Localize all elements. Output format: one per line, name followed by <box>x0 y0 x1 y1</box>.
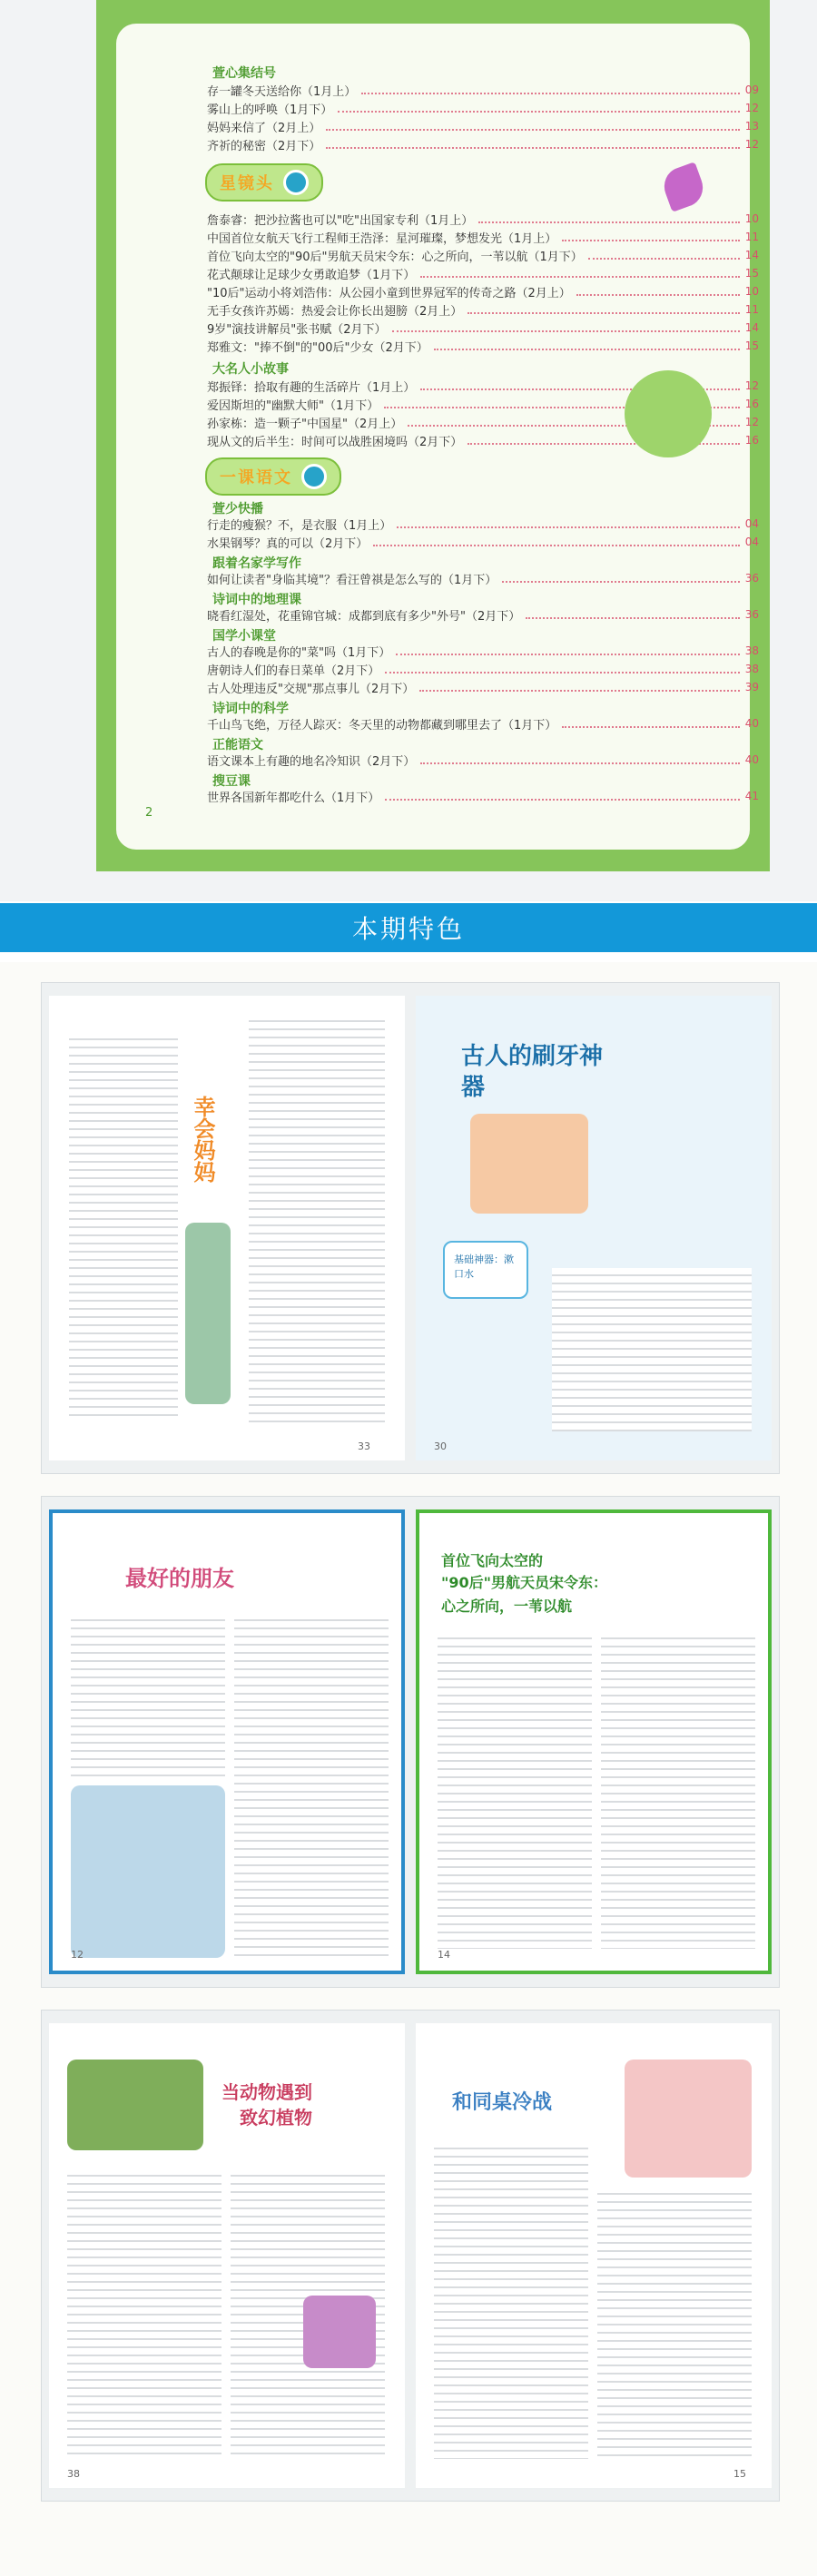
article-title: 心之所向，一苇以航 <box>441 1598 573 1615</box>
toc-row[interactable]: 水果钢琴？真的可以（2月下） 04 <box>207 536 759 551</box>
page-number: 14 <box>438 1949 450 1961</box>
toc-page <box>96 0 770 871</box>
toc-heading: 萱少快播 <box>212 502 263 516</box>
toc-row[interactable]: 千山鸟飞绝，万径人踪灭：冬天里的动物都藏到哪里去了（1月下） 40 <box>207 717 759 732</box>
preview-page <box>416 1509 772 1974</box>
toc-row[interactable]: 首位飞向太空的"90后"男航天员宋令东：心之所向，一苇以航（1月下） 14 <box>207 249 759 264</box>
article-title: 和同桌冷战 <box>452 2091 553 2114</box>
desk-illustration <box>625 2060 752 2178</box>
toc-card <box>116 24 759 850</box>
feature-band <box>0 903 817 952</box>
toc-row[interactable]: 语文课本上有趣的地名冷知识（2月下） 40 <box>207 753 759 769</box>
preview-page <box>49 996 405 1460</box>
toc-heading: 萱心集结号 <box>212 66 276 81</box>
toc-row[interactable]: 雾山上的呼唤（1月下） 12 <box>207 102 759 117</box>
toc-row[interactable]: 郑振铎：拾取有趣的生活碎片（1月上） 12 <box>207 379 759 395</box>
article-title: "90后"男航天员宋令东： <box>441 1574 607 1591</box>
toc-heading: 国学小课堂 <box>212 629 276 644</box>
preview-spread-2[interactable] <box>41 1496 780 1988</box>
page-number: 30 <box>434 1440 447 1452</box>
preview-section <box>0 962 817 2576</box>
toc-row[interactable]: 詹泰睿：把沙拉酱也可以"吃"出国家专利（1月上） 10 <box>207 212 759 228</box>
article-title: 致幻植物 <box>240 2107 312 2129</box>
toc-heading: 正能语文 <box>212 738 263 752</box>
friends-illustration <box>71 1785 225 1958</box>
mother-illustration <box>185 1223 231 1404</box>
article-title: 最好的朋友 <box>125 1566 234 1591</box>
eye-icon <box>283 170 309 195</box>
toc-row[interactable]: 存一罐冬天送给你（1月上） 09 <box>207 84 759 99</box>
toc-heading: 搜豆课 <box>212 774 251 789</box>
toc-row[interactable]: 行走的瘦猴？不，是衣服（1月上） 04 <box>207 517 759 533</box>
toc-row[interactable]: 古人处理违反"交规"那点事儿（2月下） 39 <box>207 681 759 696</box>
preview-page <box>49 2023 405 2488</box>
toc-row[interactable]: "10后"运动小将刘浩伟：从公园小童到世界冠军的传奇之路（2月上） 10 <box>207 285 759 300</box>
globe-kids-illustration <box>625 370 712 457</box>
toc-heading: 大名人小故事 <box>212 362 289 377</box>
preview-page <box>416 2023 772 2488</box>
toc-heading: 跟着名家学写作 <box>212 556 301 571</box>
preview-page <box>49 1509 405 1974</box>
toc-row[interactable]: 唐朝诗人们的春日菜单（2月下） 38 <box>207 663 759 678</box>
preview-spread-1[interactable] <box>41 982 780 1474</box>
banner-yuwen: 一课语文 <box>205 457 341 496</box>
page-number: 38 <box>67 2468 80 2480</box>
article-title: 首位飞向太空的 <box>441 1552 544 1569</box>
toc-row[interactable]: 爱因斯坦的"幽默大师"（1月下） 16 <box>207 398 759 413</box>
toc-row[interactable]: 无手女孩许苏嫣：热爱会让你长出翅膀（2月上） 11 <box>207 303 759 319</box>
badge: 基础神器：漱口水 <box>443 1241 528 1299</box>
toc-row[interactable]: 郑雅文："捧不倒"的"00后"少女（2月下） 15 <box>207 339 759 355</box>
toc-row[interactable]: 孙家栋：造一颗子"中国星"（2月上） 12 <box>207 416 759 431</box>
eye-icon <box>301 464 327 489</box>
article-title: 当动物遇到 <box>221 2081 312 2103</box>
toc-heading: 诗词中的科学 <box>212 702 289 716</box>
article-title: 幸会妈妈 <box>190 1096 215 1183</box>
toc-row[interactable]: 齐祈的秘密（2月下） 12 <box>207 138 759 153</box>
ancient-kids-illustration <box>470 1114 588 1214</box>
page-number: 2 <box>145 806 153 820</box>
toc-row[interactable]: 世界各国新年都吃什么（1月下） 41 <box>207 790 759 805</box>
banner-star-lens: 星镜头 <box>205 163 323 202</box>
toc-row[interactable]: 9岁"演技讲解员"张书赋（2月下） 14 <box>207 321 759 337</box>
butterfly-icon <box>659 162 709 212</box>
preview-spread-3[interactable] <box>41 2010 780 2502</box>
page-number: 33 <box>358 1440 370 1452</box>
page-number: 12 <box>71 1949 84 1961</box>
plant-photo <box>67 2060 203 2150</box>
toc-row[interactable]: 花式颠球让足球少女勇敢追梦（1月下） 15 <box>207 267 759 282</box>
toc-row[interactable]: 中国首位女航天飞行工程师王浩泽：星河璀璨，梦想发光（1月上） 11 <box>207 231 759 246</box>
article-title: 古人的刷牙神器 <box>461 1043 604 1101</box>
page-number: 15 <box>733 2468 746 2480</box>
toc-row[interactable]: 晓看红湿处，花重锦官城：成都到底有多少"外号"（2月下） 36 <box>207 608 759 624</box>
feature-band-label: 本期特色 <box>351 914 465 944</box>
preview-page <box>416 996 772 1460</box>
toc-row[interactable]: 如何让读者"身临其境"？看汪曾祺是怎么写的（1月下） 36 <box>207 572 759 587</box>
toc-row[interactable]: 现从文的后半生：时间可以战胜困境吗（2月下） 16 <box>207 434 759 449</box>
toc-row[interactable]: 古人的春晚是你的"菜"吗（1月下） 38 <box>207 644 759 660</box>
toc-heading: 诗词中的地理课 <box>212 593 301 607</box>
toc-row[interactable]: 妈妈来信了（2月上） 13 <box>207 120 759 135</box>
toc-section <box>0 0 817 901</box>
flower-photo <box>303 2296 376 2368</box>
